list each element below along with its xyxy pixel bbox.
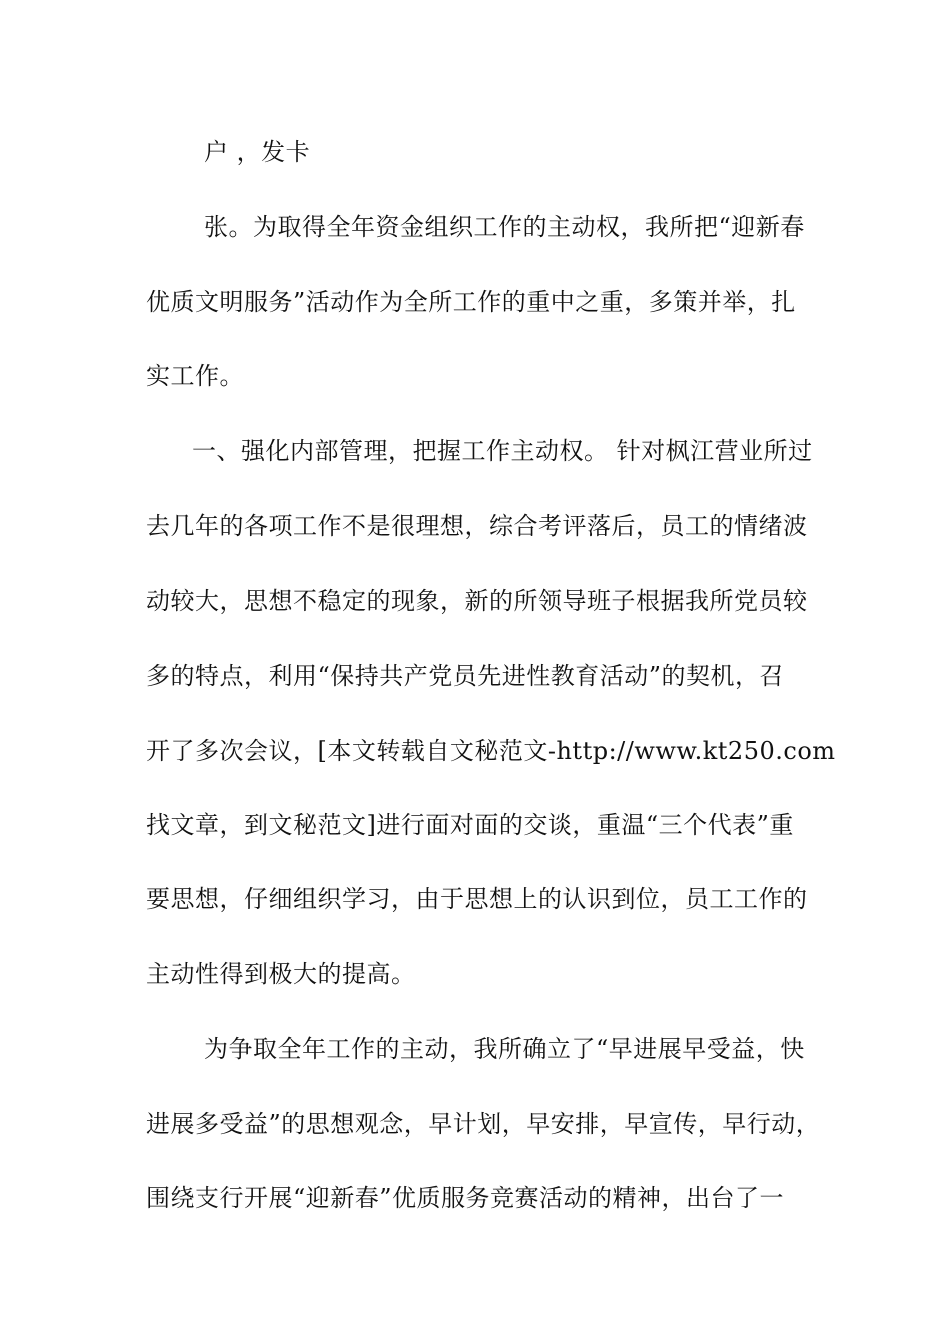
text-line: 要思想，仔细组织学习，由于思想上的认识到位，员工工作的 xyxy=(146,885,808,913)
text-line: 实工作。 xyxy=(146,362,244,390)
text-line: 找文章，到文秘范文]进行面对面的交谈，重温“三个代表”重 xyxy=(146,811,794,839)
text-line: 户 ，发卡 xyxy=(204,138,311,166)
text-line: 为争取全年工作的主动，我所确立了“早进展早受益，快 xyxy=(204,1035,805,1063)
text-line: 围绕支行开展“迎新春”优质服务竞赛活动的精神，出台了一 xyxy=(146,1184,785,1212)
text-line: 一、强化内部管理，把握工作主动权。 针对枫江营业所过 xyxy=(192,437,813,465)
text-line: 多的特点，利用“保持共产党员先进性教育活动”的契机，召 xyxy=(146,662,785,690)
text-line: 主动性得到极大的提高。 xyxy=(146,960,416,988)
text-line: 开了多次会议，[本文转载自文秘范文-http://www.kt250.com xyxy=(146,737,836,765)
text-line: 优质文明服务”活动作为全所工作的重中之重，多策并举，扎 xyxy=(146,288,796,316)
text-line: 进展多受益”的思想观念，早计划，早安排，早宣传，早行动， xyxy=(146,1110,821,1138)
text-line: 张。为取得全年资金组织工作的主动权，我所把“迎新春 xyxy=(204,213,805,241)
text-line: 去几年的各项工作不是很理想，综合考评落后，员工的情绪波 xyxy=(146,512,808,540)
text-line: 动较大，思想不稳定的现象，新的所领导班子根据我所党员较 xyxy=(146,587,808,615)
